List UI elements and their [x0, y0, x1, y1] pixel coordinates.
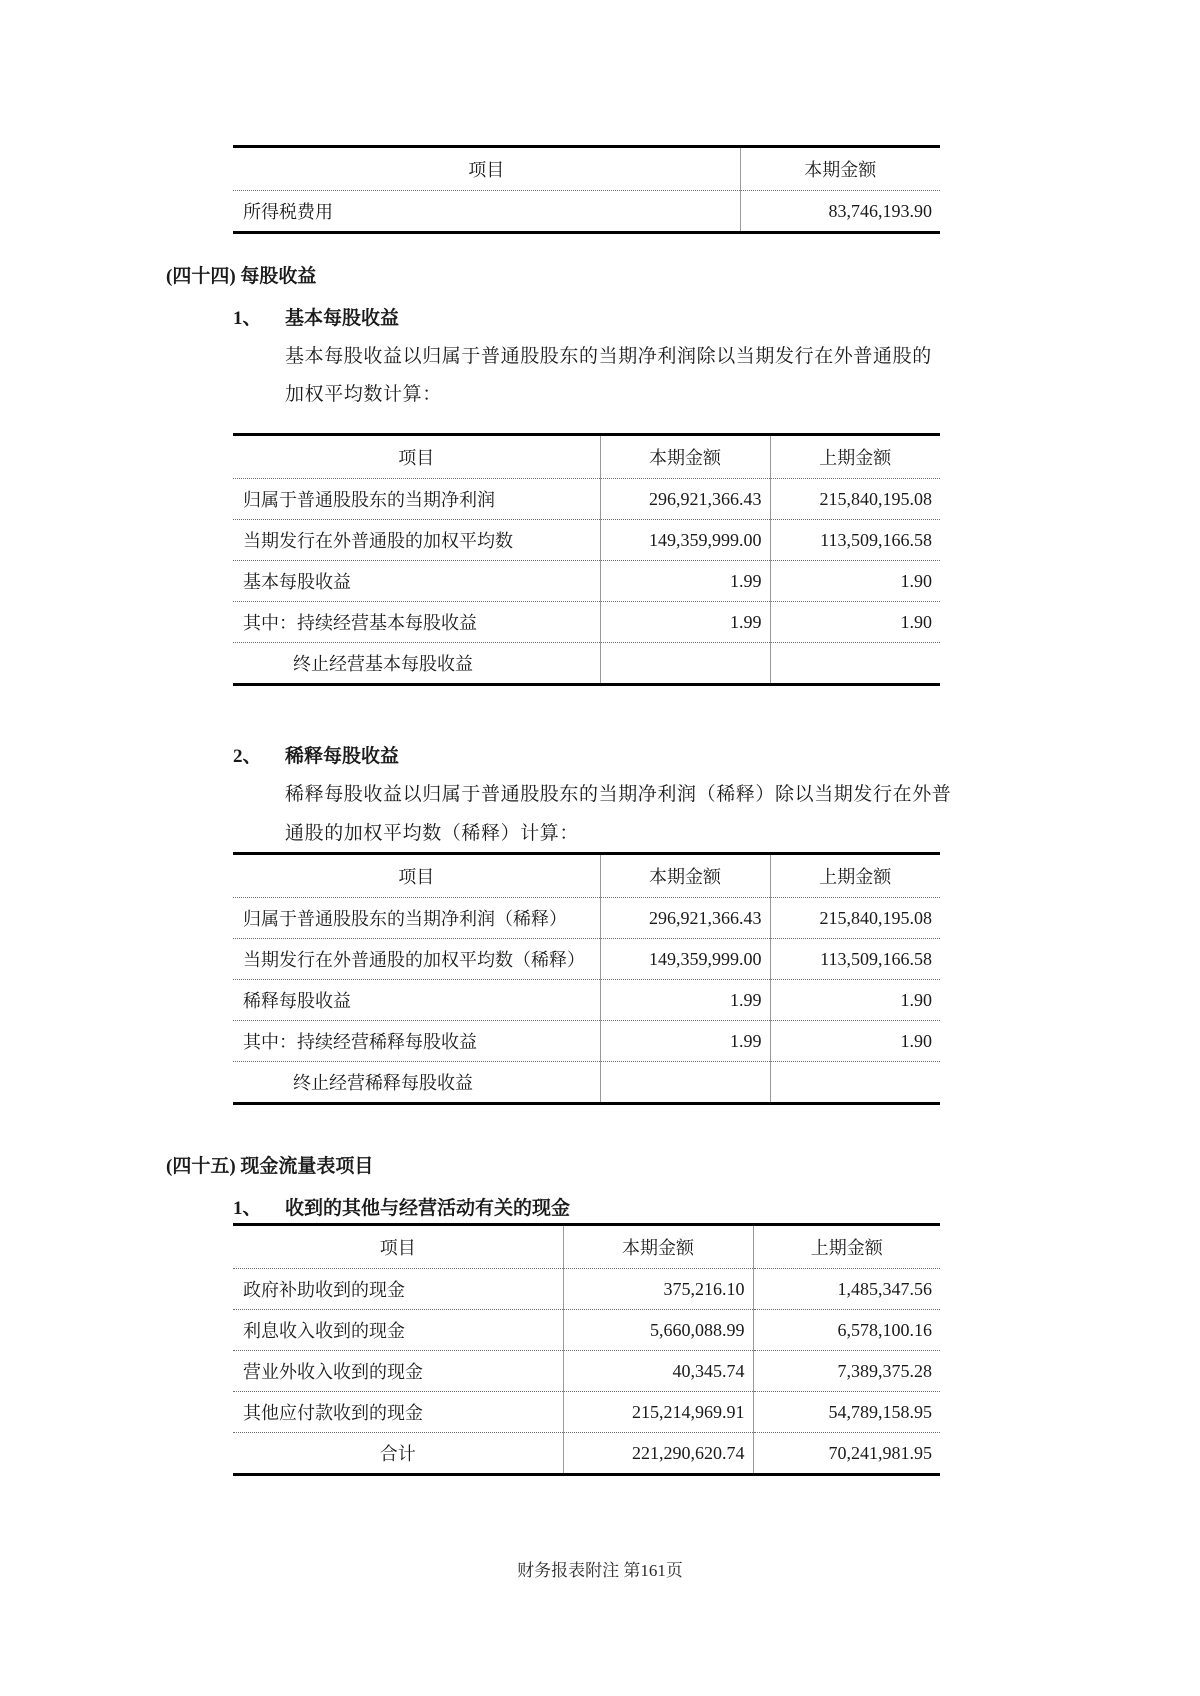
prior-amount-cell: 70,241,981.95	[753, 1433, 940, 1475]
prior-amount-cell: 54,789,158.95	[753, 1392, 940, 1433]
table-row	[233, 939, 940, 980]
table-row	[233, 479, 940, 520]
prior-amount-cell: 1.90	[770, 561, 940, 602]
current-amount-cell: 40,345.74	[563, 1351, 753, 1392]
item-column-header: 项目	[233, 435, 600, 479]
page-footer: 财务报表附注 第161页	[517, 1561, 683, 1580]
other-operating-cash-table	[233, 1223, 940, 1476]
prior-amount-cell	[770, 643, 940, 685]
item-cell: 当期发行在外普通股的加权平均数	[233, 520, 600, 561]
current-period-column-header: 本期金额	[563, 1225, 753, 1269]
item-cell: 营业外收入收到的现金	[233, 1351, 563, 1392]
table-header-row	[233, 1225, 940, 1269]
prior-amount-cell	[770, 1062, 940, 1104]
item-cell: 其中：持续经营稀释每股收益	[233, 1021, 600, 1062]
item-column-header: 项目	[233, 1225, 563, 1269]
item-cell: 利息收入收到的现金	[233, 1310, 563, 1351]
current-amount-cell: 375,216.10	[563, 1269, 753, 1310]
subsection-title: 稀释每股收益	[285, 746, 400, 767]
current-period-column-header: 本期金额	[600, 435, 770, 479]
current-amount-cell: 296,921,366.43	[600, 898, 770, 939]
subsection-number: 1、	[233, 1198, 262, 1219]
subsection-title: 基本每股收益	[285, 308, 400, 329]
table-row	[233, 561, 940, 602]
item-cell: 基本每股收益	[233, 561, 600, 602]
prior-amount-cell: 7,389,375.28	[753, 1351, 940, 1392]
item-cell: 终止经营稀释每股收益	[233, 1062, 600, 1104]
diluted-eps-paragraph-line1: 稀释每股收益以归属于普通股股东的当期净利润（稀释）除以当期发行在外普	[285, 784, 952, 805]
table-row	[233, 1310, 940, 1351]
prior-period-column-header: 上期金额	[770, 435, 940, 479]
item-cell: 政府补助收到的现金	[233, 1269, 563, 1310]
item-column-header: 项目	[233, 147, 740, 191]
table-row	[233, 602, 940, 643]
current-amount-cell: 215,214,969.91	[563, 1392, 753, 1433]
diluted-eps-table	[233, 852, 940, 1105]
table-row	[233, 898, 940, 939]
prior-amount-cell: 113,509,166.58	[770, 520, 940, 561]
current-amount-cell: 149,359,999.00	[600, 520, 770, 561]
current-amount-cell: 1.99	[600, 1021, 770, 1062]
prior-amount-cell: 215,840,195.08	[770, 479, 940, 520]
prior-amount-cell: 6,578,100.16	[753, 1310, 940, 1351]
section-44-title: (四十四) 每股收益	[166, 266, 317, 287]
current-period-column-header: 本期金额	[600, 854, 770, 898]
prior-amount-cell: 1,485,347.56	[753, 1269, 940, 1310]
item-cell: 归属于普通股股东的当期净利润	[233, 479, 600, 520]
prior-amount-cell: 1.90	[770, 980, 940, 1021]
item-cell: 其他应付款收到的现金	[233, 1392, 563, 1433]
basic-eps-paragraph-line2: 加权平均数计算：	[285, 384, 442, 405]
income-tax-table	[233, 145, 940, 234]
current-amount-cell: 1.99	[600, 980, 770, 1021]
table-row	[233, 520, 940, 561]
item-column-header: 项目	[233, 854, 600, 898]
table-header-row	[233, 435, 940, 479]
item-cell: 当期发行在外普通股的加权平均数（稀释）	[233, 939, 600, 980]
current-amount-cell: 149,359,999.00	[600, 939, 770, 980]
current-amount-cell	[600, 643, 770, 685]
table-header-row	[233, 854, 940, 898]
item-cell: 所得税费用	[233, 191, 740, 233]
current-period-column-header: 本期金额	[740, 147, 940, 191]
subsection-number: 1、	[233, 308, 262, 329]
subsection-other-cash-heading	[233, 1193, 570, 1220]
total-label-cell: 合计	[233, 1433, 563, 1475]
basic-eps-paragraph-line1: 基本每股收益以归属于普通股股东的当期净利润除以当期发行在外普通股的	[285, 346, 932, 367]
current-amount-cell: 5,660,088.99	[563, 1310, 753, 1351]
table-row	[233, 1021, 940, 1062]
current-amount-cell	[600, 1062, 770, 1104]
basic-eps-table	[233, 433, 940, 686]
table-row	[233, 643, 940, 685]
section-45-title: (四十五) 现金流量表项目	[166, 1156, 374, 1177]
total-row	[233, 1433, 940, 1475]
prior-amount-cell: 113,509,166.58	[770, 939, 940, 980]
table-row	[233, 1392, 940, 1433]
prior-period-column-header: 上期金额	[770, 854, 940, 898]
table-row	[233, 191, 940, 233]
item-cell: 稀释每股收益	[233, 980, 600, 1021]
table-row	[233, 1062, 940, 1104]
current-amount-cell: 296,921,366.43	[600, 479, 770, 520]
current-amount-cell: 221,290,620.74	[563, 1433, 753, 1475]
prior-amount-cell: 215,840,195.08	[770, 898, 940, 939]
table-row	[233, 1269, 940, 1310]
item-cell: 归属于普通股股东的当期净利润（稀释）	[233, 898, 600, 939]
subsection-title: 收到的其他与经营活动有关的现金	[285, 1198, 571, 1219]
diluted-eps-paragraph-line2: 通股的加权平均数（稀释）计算：	[285, 823, 580, 844]
prior-amount-cell: 1.90	[770, 602, 940, 643]
current-amount-cell: 1.99	[600, 561, 770, 602]
current-amount-cell: 83,746,193.90	[740, 191, 940, 233]
current-amount-cell: 1.99	[600, 602, 770, 643]
prior-amount-cell: 1.90	[770, 1021, 940, 1062]
table-header-row	[233, 147, 940, 191]
item-cell: 终止经营基本每股收益	[233, 643, 600, 685]
table-row	[233, 1351, 940, 1392]
prior-period-column-header: 上期金额	[753, 1225, 940, 1269]
subsection-diluted-eps-heading	[233, 741, 399, 768]
subsection-basic-eps-heading	[233, 303, 399, 330]
table-row	[233, 980, 940, 1021]
item-cell: 其中：持续经营基本每股收益	[233, 602, 600, 643]
subsection-number: 2、	[233, 746, 262, 767]
